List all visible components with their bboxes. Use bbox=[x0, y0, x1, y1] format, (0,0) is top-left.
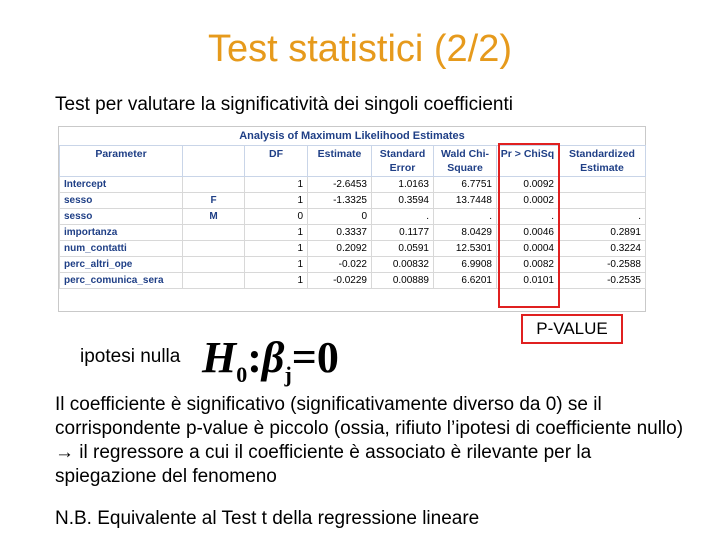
header-standard-error: Standard Error bbox=[372, 146, 434, 177]
cell-parameter: num_contatti bbox=[60, 241, 183, 257]
cell-stderr: 0.00832 bbox=[372, 257, 434, 273]
header-standardized-estimate: Standardized Estimate bbox=[559, 146, 646, 177]
cell-stderr: 0.1177 bbox=[372, 225, 434, 241]
cell-stderr: 0.0591 bbox=[372, 241, 434, 257]
cell-level: M bbox=[183, 209, 245, 225]
cell-parameter: perc_comunica_sera bbox=[60, 273, 183, 289]
cell-pvalue: 0.0092 bbox=[497, 177, 559, 193]
header-df: DF bbox=[245, 146, 308, 177]
cell-stderr: 1.0163 bbox=[372, 177, 434, 193]
cell-df: 1 bbox=[245, 193, 308, 209]
cell-wald: . bbox=[434, 209, 497, 225]
cell-pvalue: 0.0046 bbox=[497, 225, 559, 241]
cell-pvalue: 0.0002 bbox=[497, 193, 559, 209]
formula-sub-j: j bbox=[284, 362, 292, 387]
cell-std-estimate: -0.2588 bbox=[559, 257, 646, 273]
cell-estimate: 0.3337 bbox=[308, 225, 372, 241]
cell-level bbox=[183, 273, 245, 289]
cell-df: 1 bbox=[245, 257, 308, 273]
cell-parameter: sesso bbox=[60, 193, 183, 209]
cell-pvalue: 0.0004 bbox=[497, 241, 559, 257]
cell-pvalue: . bbox=[497, 209, 559, 225]
cell-wald: 8.0429 bbox=[434, 225, 497, 241]
cell-stderr: . bbox=[372, 209, 434, 225]
cell-estimate: -2.6453 bbox=[308, 177, 372, 193]
cell-wald: 6.7751 bbox=[434, 177, 497, 193]
footnote: N.B. Equivalente al Test t della regressione lineare bbox=[55, 508, 480, 529]
cell-parameter: perc_altri_ope bbox=[60, 257, 183, 273]
cell-estimate: -0.0229 bbox=[308, 273, 372, 289]
cell-wald: 6.6201 bbox=[434, 273, 497, 289]
formula-equals-zero: =0 bbox=[291, 333, 339, 382]
cell-df: 0 bbox=[245, 209, 308, 225]
null-hypothesis-label: ipotesi nulla bbox=[80, 346, 181, 367]
cell-estimate: -0.022 bbox=[308, 257, 372, 273]
cell-std-estimate: 0.2891 bbox=[559, 225, 646, 241]
cell-level bbox=[183, 257, 245, 273]
cell-level: F bbox=[183, 193, 245, 209]
header-parameter: Parameter bbox=[60, 146, 183, 177]
formula-sub-0: 0 bbox=[236, 362, 248, 387]
cell-df: 1 bbox=[245, 273, 308, 289]
header-estimate: Estimate bbox=[308, 146, 372, 177]
cell-pvalue: 0.0101 bbox=[497, 273, 559, 289]
pvalue-label: P-VALUE bbox=[521, 314, 623, 344]
formula-beta: β bbox=[261, 333, 285, 382]
explanation-paragraph: Il coefficiente è significativo (significativamente diverso da 0) se il corrispondente p-value è piccolo (ossia, rifiuto l’ipotesi di coefficiente nullo) → il regressore a cui il coefficiente è associato è rilevante per la spiegazione del fenomeno bbox=[55, 394, 684, 487]
cell-stderr: 0.3594 bbox=[372, 193, 434, 209]
cell-parameter: sesso bbox=[60, 209, 183, 225]
cell-std-estimate: . bbox=[559, 209, 646, 225]
header-level bbox=[183, 146, 245, 177]
cell-df: 1 bbox=[245, 241, 308, 257]
cell-estimate: 0 bbox=[308, 209, 372, 225]
cell-wald: 6.9908 bbox=[434, 257, 497, 273]
cell-wald: 12.5301 bbox=[434, 241, 497, 257]
cell-estimate: 0.2092 bbox=[308, 241, 372, 257]
header-pr-chisq: Pr > ChiSq bbox=[497, 146, 559, 177]
header-wald-chisq: Wald Chi-Square bbox=[434, 146, 497, 177]
cell-std-estimate bbox=[559, 193, 646, 209]
cell-df: 1 bbox=[245, 177, 308, 193]
cell-df: 1 bbox=[245, 225, 308, 241]
cell-parameter: Intercept bbox=[60, 177, 183, 193]
cell-estimate: -1.3325 bbox=[308, 193, 372, 209]
cell-std-estimate: 0.3224 bbox=[559, 241, 646, 257]
cell-level bbox=[183, 225, 245, 241]
slide-title: Test statistici (2/2) bbox=[207, 28, 513, 70]
pvalue-column-highlight bbox=[498, 143, 560, 308]
cell-stderr: 0.00889 bbox=[372, 273, 434, 289]
cell-level bbox=[183, 177, 245, 193]
cell-pvalue: 0.0082 bbox=[497, 257, 559, 273]
cell-wald: 13.7448 bbox=[434, 193, 497, 209]
formula-h: H bbox=[202, 333, 237, 382]
table-caption: Analysis of Maximum Likelihood Estimates bbox=[59, 127, 645, 145]
null-hypothesis-formula bbox=[202, 333, 339, 387]
cell-parameter: importanza bbox=[60, 225, 183, 241]
cell-std-estimate bbox=[559, 177, 646, 193]
cell-level bbox=[183, 241, 245, 257]
formula-colon: : bbox=[247, 333, 262, 382]
slide-subtitle: Test per valutare la significatività dei singoli coefficienti bbox=[55, 94, 513, 115]
cell-std-estimate: -0.2535 bbox=[559, 273, 646, 289]
